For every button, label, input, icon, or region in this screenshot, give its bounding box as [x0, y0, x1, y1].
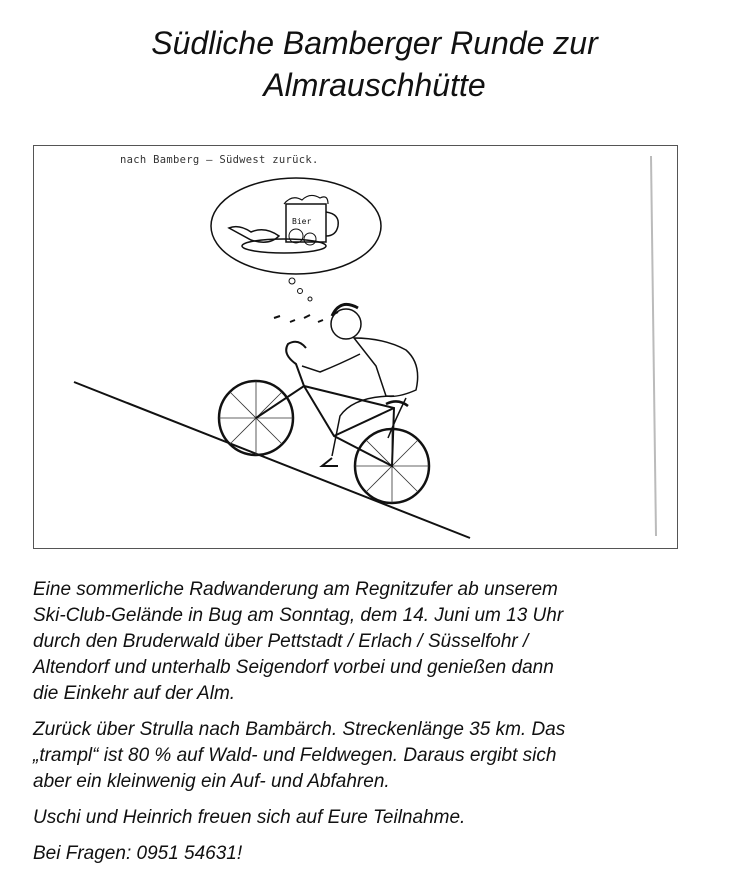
contact-paragraph: Bei Fragen: 0951 54631! — [33, 843, 243, 864]
route-line: „trampl“ ist 80 % auf Wald- und Feldwegen. Daraus ergibt sich — [33, 745, 557, 766]
cyclist-illustration — [33, 145, 678, 549]
illustration-caption: nach Bamberg – Südwest zurück. — [120, 154, 319, 166]
title-line-2: Almrauschhütte — [263, 67, 486, 103]
intro-line: Eine sommerliche Radwanderung am Regnitzufer ab unserem — [33, 579, 558, 600]
route-line: Zurück über Strulla nach Bambärch. Streckenlänge 35 km. Das — [33, 719, 566, 740]
route-line: aber ein kleinwenig ein Auf- und Abfahren. — [33, 771, 390, 792]
intro-line: Altendorf und unterhalb Seigendorf vorbei und genießen dann — [33, 657, 554, 678]
mug-label: Bier — [292, 217, 312, 226]
page-title — [0, 22, 749, 106]
title-line-1: Südliche Bamberger Runde zur — [151, 25, 598, 61]
intro-line: die Einkehr auf der Alm. — [33, 683, 236, 704]
intro-line: Ski-Club-Gelände in Bug am Sonntag, dem 14. Juni um 13 Uhr — [33, 605, 564, 626]
hosts-paragraph: Uschi und Heinrich freuen sich auf Eure Teilnahme. — [33, 807, 466, 828]
event-description — [33, 577, 723, 877]
cyclist-drawing-icon — [34, 146, 678, 549]
route-paragraph — [33, 717, 723, 795]
intro-line: durch den Bruderwald über Pettstadt / Erlach / Süsselfohr / — [33, 631, 529, 652]
intro-paragraph — [33, 577, 723, 707]
